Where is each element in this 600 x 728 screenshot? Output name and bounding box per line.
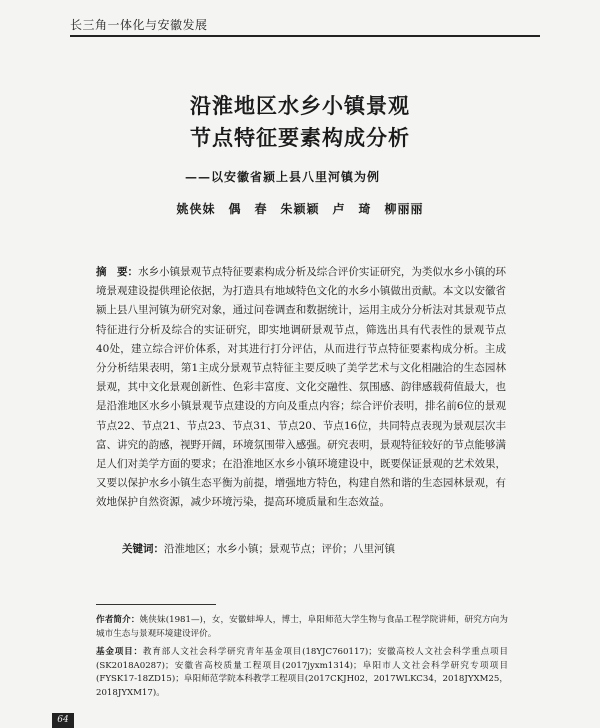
author-footnote-label: 作者简介： [96, 615, 140, 625]
keywords-label: 关键词： [122, 543, 164, 555]
footnote-divider [96, 604, 216, 605]
article-subtitle: ——以安徽省颍上县八里河镇为例 [185, 170, 381, 184]
keywords-text: 沿淮地区；水乡小镇；景观节点；评价；八里河镇 [164, 543, 395, 555]
fund-footnote [96, 646, 508, 700]
abstract [96, 263, 506, 513]
keywords [122, 541, 512, 556]
fund-footnote-text: 教育部人文社会科学研究青年基金项目(18YJC760117)；安徽高校人文社会科学重点项目(SK2018A0287)；安徽省高校质量工程项目(2017jyxm1314)；阜阳市人文社会科学研究专项项目(FYSK17-18ZD15)；阜阳师范学院本科教学工程项目(2017CKJH02，2017WLKC34，2018JYXM25，2018JYXM17)。 [96, 647, 508, 698]
article-title-line-2: 节点特征要素构成分析 [190, 126, 410, 150]
page-number: 64 [52, 713, 74, 728]
fund-footnote-label: 基金项目： [96, 647, 143, 657]
abstract-text: 水乡小镇景观节点特征要素构成分析及综合评价实证研究，为类似水乡小镇的环境景观建设提供理论依据，为打造具有地域特色文化的水乡小镇做出贡献。本文以安徽省颍上县八里河镇为研究对象，通过问卷调查和数据统计，运用主成分分析法对其景观节点特征进行分析及综合的实证研究，即实地调研景观节点，筛选出具有代表性的景观节点40处，建立综合评价体系，对其进行打分评估，从而进行节点特征要素构成分析。主成分分析结果表明，第1主成分景观节点特征主要反映了美学艺术与文化相融洽的生态园林景观，其中文化景观创新性、色彩丰富度、文化交融性、氛围感、韵律感载荷值最大，也是沿淮地区水乡小镇景观节点建设的方向及重点内容；综合评价表明，排名前6位的景观节点22、节点21、节点23、节点31、节点20、节点16位，共同特点表现为景观层次丰富、讲究的韵感，视野开阔，环境氛围带入感强。研究表明，景观特征较好的节点能够满足人们对美学方面的要求；在沿淮地区水乡小镇环境建设中，既要保证景观的艺术效果，又要以保护水乡小镇生态平衡为前提，增强地方特色，构建自然和谐的生态园林景观，有效地保护自然资源，减少环境污染，提高环境质量和生态效益。 [96, 266, 507, 509]
running-title: 长三角一体化与安徽发展 [70, 18, 208, 32]
abstract-label: 摘 要： [96, 266, 139, 278]
author-footnote-text: 姚侠妹(1981—)，女，安徽蚌埠人，博士，阜阳师范大学生物与食品工程学院讲师，研究方向为城市生态与景观环境建设评价。 [96, 615, 508, 639]
running-header [70, 14, 540, 37]
article-title-line-1: 沿淮地区水乡小镇景观 [190, 94, 410, 118]
author-footnote [96, 614, 508, 641]
author-list: 姚侠妹 偶 春 朱颖颖 卢 琦 柳丽丽 [176, 202, 424, 216]
